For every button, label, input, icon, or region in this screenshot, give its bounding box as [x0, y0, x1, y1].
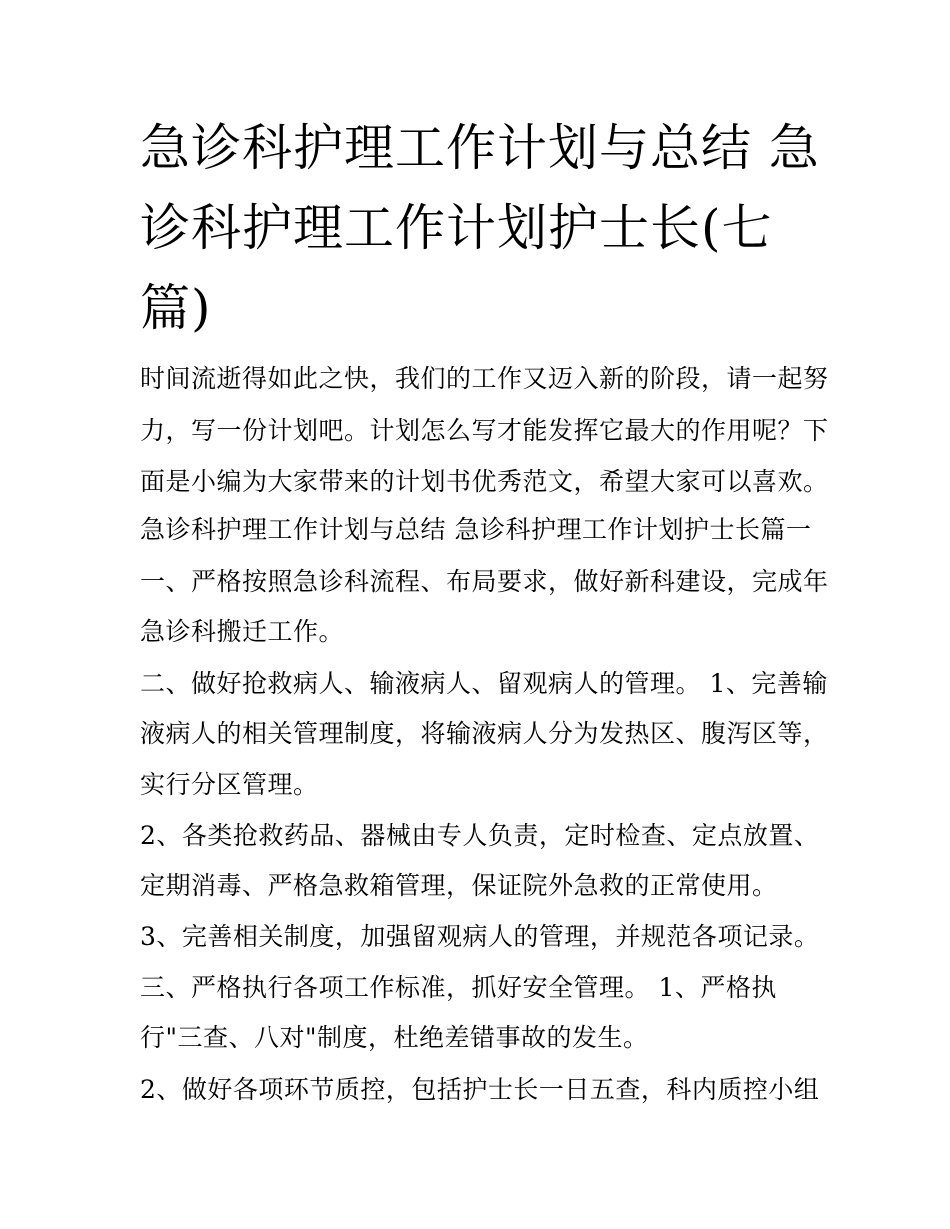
document-title: 急诊科护理工作计划与总结 急诊科护理工作计划护士长(七篇) [140, 119, 820, 337]
paragraph-line: 时间流逝得如此之快，我们的工作又迈入新的阶段，请一起努 [140, 364, 829, 393]
paragraph-line: 定期消毒、严格急救箱管理，保证院外急救的正常使用。 [140, 871, 778, 900]
section-heading-line: 急诊科护理工作计划与总结 急诊科护理工作计划护士长篇一 [140, 515, 812, 544]
paragraph-line: 3、完善相关制度，加强留观病人的管理，并规范各项记录。 [140, 922, 820, 951]
paragraph-line: 液病人的相关管理制度，将输液病人分为发热区、腹泻区等， [140, 719, 829, 748]
paragraph-line: 一、严格按照急诊科流程、布局要求，做好新科建设，完成年 [140, 567, 829, 596]
paragraph-line: 二、做好抢救病人、输液病人、留观病人的管理。 1、完善输 [140, 669, 828, 698]
paragraph-line: 2、各类抢救药品、器械由专人负责，定时检查、定点放置、 [140, 821, 820, 850]
paragraph-line: 行"三查、八对"制度，杜绝差错事故的发生。 [140, 1023, 649, 1052]
paragraph-line: 面是小编为大家带来的计划书优秀范文，希望大家可以喜欢。 [140, 467, 829, 496]
paragraph-line: 三、严格执行各项工作标准，抓好安全管理。 1、严格执 [140, 973, 777, 1002]
paragraph-line: 急诊科搬迁工作。 [140, 617, 345, 646]
paragraph-line: 力，写一份计划吧。计划怎么写才能发挥它最大的作用呢？下 [140, 416, 829, 445]
paragraph-line: 2、做好各项环节质控，包括护士长一日五查，科内质控小组 [140, 1075, 820, 1104]
paragraph-line: 实行分区管理。 [140, 770, 319, 799]
